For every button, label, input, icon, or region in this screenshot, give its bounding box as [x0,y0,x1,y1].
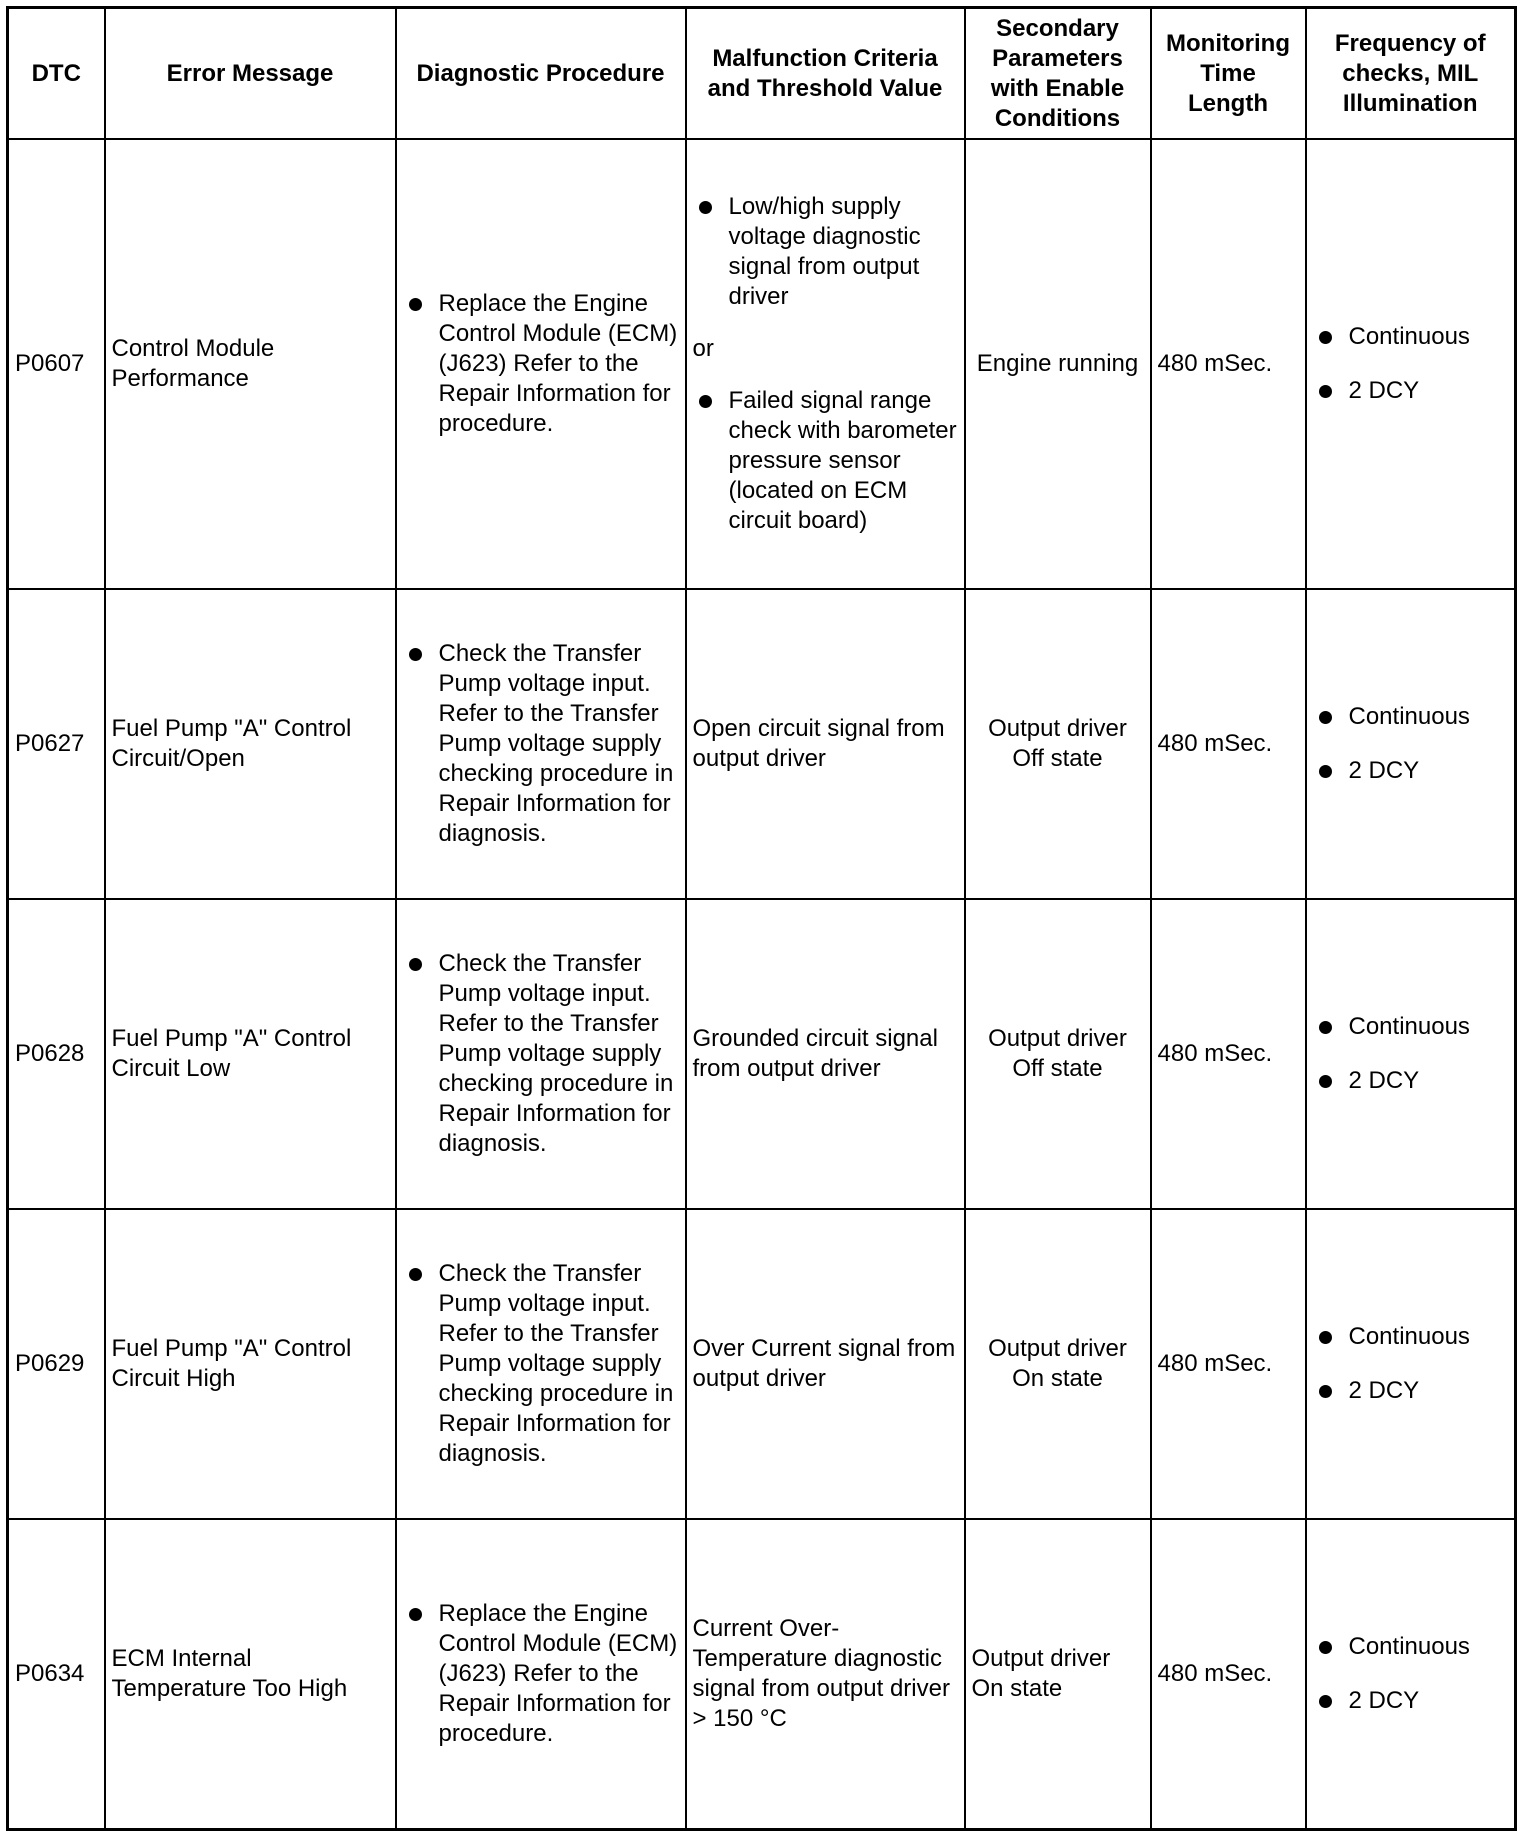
procedure-list [403,639,679,849]
frequency-list [1313,702,1509,786]
dtc-table [6,6,1517,1831]
frequency-item: 2 DCY [1313,1066,1509,1096]
malfunction-item: Failed signal range check with barometer pressure sensor (located on ECM circuit board) [693,386,958,536]
frequency-item: 2 DCY [1313,376,1509,406]
dtc-code: P0634 [8,1519,105,1830]
error-message: Fuel Pump "A" Control Circuit/Open [105,589,396,899]
header-malfunction-criteria: Malfunction Criteria and Threshold Value [686,8,965,140]
frequency-item: Continuous [1313,1012,1509,1042]
procedure-item: Replace the Engine Control Module (ECM) (J623) Refer to the Repair Information for procedure. [403,1599,679,1749]
procedure-item: Replace the Engine Control Module (ECM) (J623) Refer to the Repair Information for procedure. [403,289,679,439]
frequency-item: 2 DCY [1313,1376,1509,1406]
diagnostic-procedure [396,899,686,1209]
header-monitoring-time: Monitoring Time Length [1151,8,1306,140]
table-row [8,589,1516,899]
frequency [1306,589,1516,899]
frequency [1306,1209,1516,1519]
monitoring-time: 480 mSec. [1151,589,1306,899]
header-secondary-parameters: Secondary Parameters with Enable Conditions [965,8,1151,140]
frequency [1306,139,1516,589]
diagnostic-procedure [396,1209,686,1519]
malfunction-criteria: Over Current signal from output driver [686,1209,965,1519]
header-frequency: Frequency of checks, MIL Illumination [1306,8,1516,140]
procedure-list [403,289,679,439]
error-message: Control Module Performance [105,139,396,589]
monitoring-time: 480 mSec. [1151,1519,1306,1830]
malfunction-or: or [692,335,714,362]
procedure-list [403,1259,679,1469]
dtc-code: P0607 [8,139,105,589]
secondary-parameters: Output driver Off state [965,589,1151,899]
frequency-item: Continuous [1313,1632,1509,1662]
error-message: Fuel Pump "A" Control Circuit High [105,1209,396,1519]
monitoring-time: 480 mSec. [1151,139,1306,589]
secondary-parameters: Output driver On state [965,1209,1151,1519]
frequency-item: 2 DCY [1313,756,1509,786]
diagnostic-procedure [396,139,686,589]
malfunction-item: Low/high supply voltage diagnostic signal from output driver [693,192,958,312]
dtc-code: P0629 [8,1209,105,1519]
dtc-code: P0627 [8,589,105,899]
frequency-item: Continuous [1313,702,1509,732]
procedure-list [403,1599,679,1749]
monitoring-time: 480 mSec. [1151,899,1306,1209]
procedure-item: Check the Transfer Pump voltage input. Refer to the Transfer Pump voltage supply checking procedure in Repair Information for diagnosis. [403,1259,679,1469]
frequency [1306,899,1516,1209]
malfunction-criteria: Open circuit signal from output driver [686,589,965,899]
frequency-list [1313,1322,1509,1406]
header-dtc: DTC [8,8,105,140]
malfunction-list [693,386,958,536]
procedure-item: Check the Transfer Pump voltage input. Refer to the Transfer Pump voltage supply checking procedure in Repair Information for diagnosis. [403,639,679,849]
frequency-item: Continuous [1313,322,1509,352]
header-row [8,8,1516,140]
dtc-code: P0628 [8,899,105,1209]
table-row [8,139,1516,589]
secondary-parameters: Engine running [965,139,1151,589]
error-message: ECM Internal Temperature Too High [105,1519,396,1830]
procedure-item: Check the Transfer Pump voltage input. Refer to the Transfer Pump voltage supply checking procedure in Repair Information for diagnosis. [403,949,679,1159]
frequency-list [1313,322,1509,406]
table-row [8,899,1516,1209]
table-row [8,1209,1516,1519]
malfunction-list [693,192,958,312]
header-diagnostic-procedure: Diagnostic Procedure [396,8,686,140]
malfunction-criteria [686,139,965,589]
secondary-parameters: Output driver Off state [965,899,1151,1209]
frequency-item: 2 DCY [1313,1686,1509,1716]
diagnostic-procedure [396,1519,686,1830]
header-error-message: Error Message [105,8,396,140]
malfunction-criteria: Current Over-Temperature diagnostic signal from output driver > 150 °C [686,1519,965,1830]
secondary-parameters: Output driver On state [965,1519,1151,1830]
procedure-list [403,949,679,1159]
table-row [8,1519,1516,1830]
frequency-item: Continuous [1313,1322,1509,1352]
frequency [1306,1519,1516,1830]
malfunction-criteria: Grounded circuit signal from output driver [686,899,965,1209]
error-message: Fuel Pump "A" Control Circuit Low [105,899,396,1209]
frequency-list [1313,1012,1509,1096]
diagnostic-procedure [396,589,686,899]
monitoring-time: 480 mSec. [1151,1209,1306,1519]
frequency-list [1313,1632,1509,1716]
